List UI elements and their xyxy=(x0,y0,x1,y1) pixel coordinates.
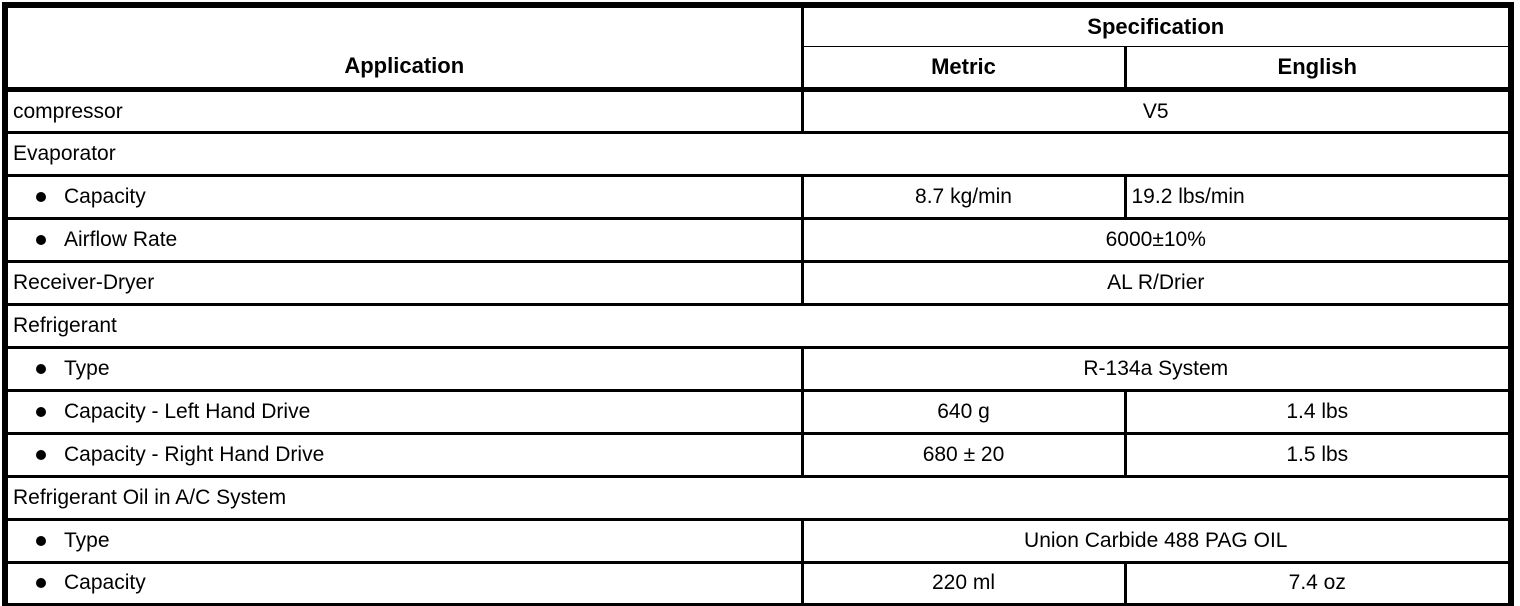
bullet-icon xyxy=(36,192,46,202)
table-row-capacity-lhd xyxy=(5,391,1511,434)
bullet-icon xyxy=(36,578,46,588)
row-label-text: Airflow Rate xyxy=(64,228,178,251)
header-row-1 xyxy=(5,5,1511,47)
table-body xyxy=(5,90,1511,606)
bullet-icon xyxy=(36,450,46,460)
table-row-refrigerant-type xyxy=(5,348,1511,391)
table-row-compressor xyxy=(5,90,1511,133)
table-row-capacity-rhd xyxy=(5,434,1511,477)
row-label xyxy=(5,563,802,606)
metric-value: 680 ± 20 xyxy=(802,434,1125,477)
row-label: compressor xyxy=(5,90,802,133)
english-value: 7.4 oz xyxy=(1125,563,1511,606)
table-row-evaporator-capacity xyxy=(5,176,1511,219)
row-label-text: Capacity - Left Hand Drive xyxy=(64,400,311,423)
row-label xyxy=(5,520,802,563)
table-row-section-refrigerant-oil xyxy=(5,477,1511,520)
row-value: V5 xyxy=(802,90,1511,133)
english-value: 1.5 lbs xyxy=(1125,434,1511,477)
row-label xyxy=(5,348,802,391)
table-row-oil-capacity xyxy=(5,563,1511,606)
english-value: 1.4 lbs xyxy=(1125,391,1511,434)
table-row-section-evaporator xyxy=(5,133,1511,176)
row-label xyxy=(5,219,802,262)
row-label: Receiver-Dryer xyxy=(5,262,802,305)
column-header-application: Application xyxy=(5,5,802,90)
row-value: AL R/Drier xyxy=(802,262,1511,305)
row-label-text: Capacity xyxy=(64,185,146,208)
metric-value: 220 ml xyxy=(802,563,1125,606)
specification-table xyxy=(2,2,1514,606)
section-label: Refrigerant Oil in A/C System xyxy=(5,477,1511,520)
table-header xyxy=(5,5,1511,90)
row-label xyxy=(5,176,802,219)
bullet-icon xyxy=(36,536,46,546)
column-header-metric: Metric xyxy=(802,47,1125,90)
row-label-text: Type xyxy=(64,357,110,380)
row-label-text: Capacity xyxy=(64,571,146,595)
table-row-section-refrigerant xyxy=(5,305,1511,348)
bullet-icon xyxy=(36,407,46,417)
row-label xyxy=(5,434,802,477)
row-value: Union Carbide 488 PAG OIL xyxy=(802,520,1511,563)
metric-value: 640 g xyxy=(802,391,1125,434)
row-value: R-134a System xyxy=(802,348,1511,391)
bullet-icon xyxy=(36,235,46,245)
table-row-receiver-dryer xyxy=(5,262,1511,305)
row-label-text: Type xyxy=(64,529,110,552)
bullet-icon xyxy=(36,364,46,374)
table-row-oil-type xyxy=(5,520,1511,563)
row-label xyxy=(5,391,802,434)
section-label: Evaporator xyxy=(5,133,1511,176)
table-row-airflow-rate xyxy=(5,219,1511,262)
english-value: 19.2 lbs/min xyxy=(1125,176,1511,219)
section-label: Refrigerant xyxy=(5,305,1511,348)
metric-value: 8.7 kg/min xyxy=(802,176,1125,219)
column-header-english: English xyxy=(1125,47,1511,90)
row-label-text: Capacity - Right Hand Drive xyxy=(64,443,325,466)
column-header-specification: Specification xyxy=(802,5,1511,47)
row-value: 6000±10% xyxy=(802,219,1511,262)
